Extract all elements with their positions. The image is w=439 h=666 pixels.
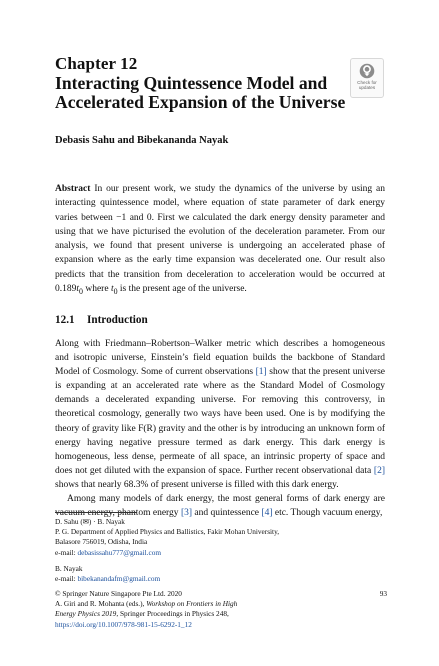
doi-link[interactable]: https://doi.org/10.1007/978-981-15-6292-1_12 — [55, 619, 192, 629]
email-line: e-mail: debasissahu777@gmail.com — [55, 547, 162, 557]
check-for-updates-badge[interactable] — [350, 58, 384, 98]
citation-link[interactable]: [2] — [373, 465, 385, 476]
check-for-updates-label: Check for updates — [357, 80, 377, 90]
publisher-info — [55, 589, 385, 630]
book-citation-line: A. Giri and R. Mohanta (eds.), Workshop on Frontiers in High — [55, 599, 238, 609]
abstract-label: Abstract — [55, 184, 91, 194]
affiliation-line: Balasore 756019, Odisha, India — [55, 537, 148, 547]
citation-link[interactable]: [3] — [180, 508, 193, 519]
abstract: Abstract In our present work, we study the dynamics of the universe by using an interacting quintessence model, where equation of state parameter of dark energy varies between −1 and 0. First we calculated the dark energy density parameter and using that we have picturised the evolution of the deceleration parameter. From our analysis, we found that present universe is undergoing an accelerated phase of expansion where as the early time expansion was decelerated one. Our result also predicts that the transition from deceleration to acceleration would be occurred at $0.189t_0$ where $t_0$ is the present age of the universe. — [55, 184, 385, 296]
email-link[interactable]: bibekanandafm@gmail.com — [77, 574, 161, 584]
abstract-text: In our present work, we study the dynamics of the universe by using an interacting quintessence model, where equation of state parameter of dark energy varies between −1 and 0. First we calculated the dark energy density parameter and using that we have picturised the evolution of the deceleration parameter. From our analysis, we found that present universe is undergoing an accelerated phase of expansion where as the early time expansion was decelerated one. Our result also predicts that the transition from deceleration to acceleration would be occurred at 0.189 — [55, 184, 385, 295]
affiliation-authors: B. Nayak — [55, 563, 83, 573]
affiliation-block — [55, 517, 385, 558]
section-heading — [55, 314, 148, 326]
paragraph: Along with Friedmann–Robertson–Walker metric which describes a homogeneous and isotropic universe, Einstein’s field equation builds the backbone of Standard Model of Cosmology. Some of current observations [1] show that the present universe is expanding at an accelerated rate where as the Standard Model of Cosmology demands a decelerated expanding universe. For removing this controversy, in theoretical cosmology, generally two ways have been used. One is by modifying the theory of gravity like F(R) gravity and the other is by introducing an unknown form of energy having negative pressure termed as dark energy. This dark energy is homogeneous, less dense, permeate of all space, an intrinsic property of space and does not get diluted with the expansion of space. Further recent observational data [2] shows that nearly 68.3% of present universe is filled with this dark energy. — [55, 339, 385, 490]
footnote-divider — [55, 512, 137, 513]
citation-link[interactable]: [1] — [255, 367, 267, 378]
email-link[interactable]: debasissahu777@gmail.com — [77, 547, 162, 557]
paragraph: Among many models of dark energy, the most general forms of dark energy are vacuum energy, phantom energy [3] and quintessence [4] etc. Though vacuum energy, — [55, 494, 385, 519]
affiliation-authors: D. Sahu (✉) · B. Nayak — [55, 517, 125, 526]
introduction-body — [55, 337, 385, 520]
copyright-line: © Springer Nature Singapore Pte Ltd. 2020 — [55, 589, 182, 598]
book-citation-line: Energy Physics 2019, Springer Proceedings in Physics 248, — [55, 609, 229, 619]
citation-link[interactable]: [4] — [261, 508, 273, 519]
doi-line — [55, 620, 385, 630]
author-list: Debasis Sahu and Bibekananda Nayak — [55, 135, 229, 146]
affiliation-line: P. G. Department of Applied Physics and Ballistics, Fakir Mohan University, — [55, 527, 280, 537]
chapter-title-line-2: Accelerated Expansion of the Universe — [55, 92, 346, 112]
page-number: 93 — [379, 589, 387, 598]
chapter-label: Chapter 12 — [55, 54, 138, 73]
author-affiliations — [55, 517, 385, 590]
affiliation-block — [55, 564, 385, 584]
check-for-updates-icon — [359, 63, 375, 79]
section-number: 12.1 — [55, 314, 75, 326]
section-title: Introduction — [87, 314, 148, 326]
chapter-title-line-1: Interacting Quintessence Model and — [55, 73, 328, 93]
email-line: e-mail: bibekanandafm@gmail.com — [55, 574, 161, 584]
chapter-title — [55, 74, 355, 112]
